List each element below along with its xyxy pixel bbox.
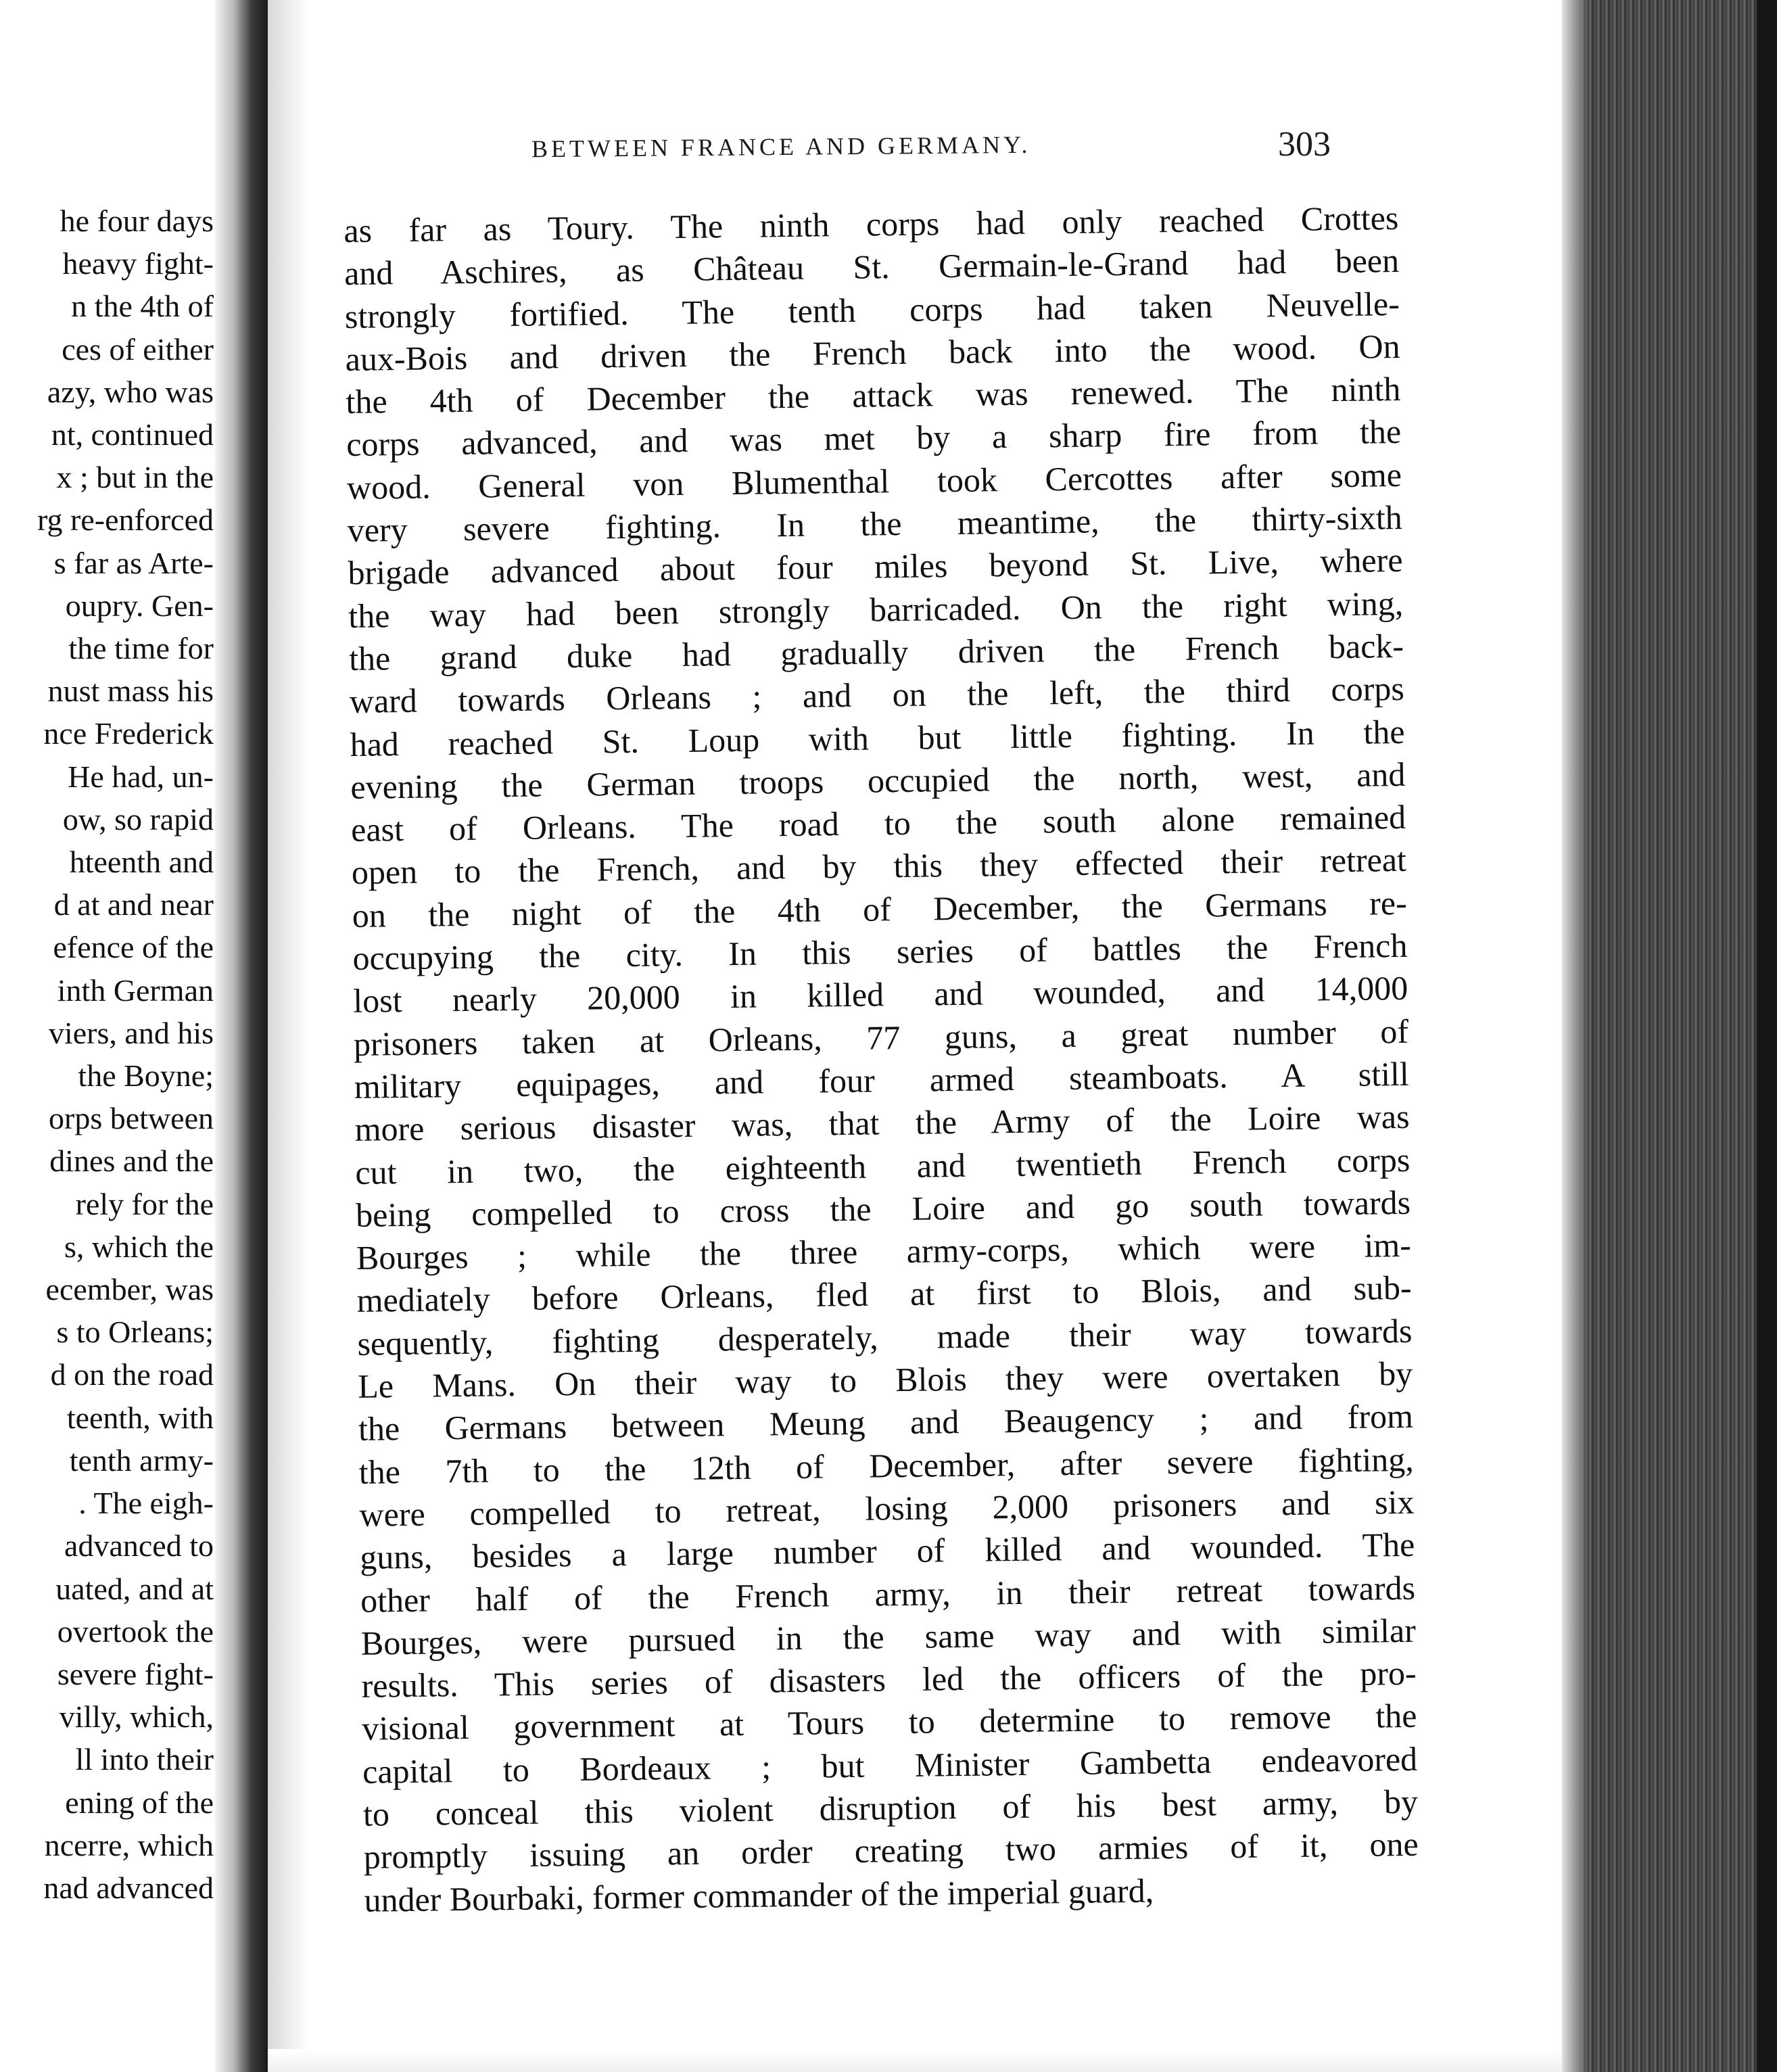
left-line: nad advanced xyxy=(43,1870,214,1905)
text-line: under Bourbaki, former commander of the imperial guard, xyxy=(364,1871,1154,1919)
left-line: severe fight- xyxy=(57,1656,214,1691)
text-line: military equipages, and four armed steamboats. A still xyxy=(354,1054,1410,1106)
text-line: the 7th to the 12th of December, after severe fighting, xyxy=(358,1440,1415,1491)
text-line: Bourges, were pursued in the same way and with similar xyxy=(360,1611,1417,1662)
text-line: were compelled to retreat, losing 2,000 prisoners and six xyxy=(359,1482,1415,1534)
left-line: azy, who was xyxy=(47,374,214,409)
left-line: villy, which, xyxy=(59,1699,214,1735)
left-line: dines and the xyxy=(49,1144,214,1179)
left-line: inth German xyxy=(57,972,214,1008)
text-line: brigade advanced about four miles beyond St. Live, where xyxy=(348,541,1403,592)
text-line: ward towards Orleans ; and on the left, the third corps xyxy=(349,669,1405,721)
text-line: prisoners taken at Orleans, 77 guns, a great number of xyxy=(353,1012,1409,1063)
running-head: BETWEEN FRANCE AND GERMANY. xyxy=(531,131,1031,163)
left-line: teenth, with xyxy=(66,1400,214,1435)
book-cover-edge xyxy=(1757,0,1777,2072)
text-line: visional government at Tours to determine to remove the xyxy=(362,1697,1417,1748)
left-line: d at and near xyxy=(53,887,214,922)
text-line: and Aschires, as Château St. Germain-le-Grand had been xyxy=(343,241,1400,293)
left-line: advanced to xyxy=(64,1528,214,1563)
left-line: s, which the xyxy=(64,1229,214,1264)
left-line: ow, so rapid xyxy=(62,801,214,837)
text-line: aux-Bois and driven the French back into the wood. On xyxy=(345,327,1400,378)
text-line: lost nearly 20,000 in killed and wounded, and 14,000 xyxy=(352,969,1408,1020)
text-line: very severe fighting. In the meantime, the thirty-sixth xyxy=(347,498,1403,550)
left-line: heavy fight- xyxy=(62,246,214,281)
page-bottom-shadow xyxy=(268,2049,1562,2072)
left-line: nt, continued xyxy=(51,417,214,452)
text-line: Le Mans. On their way to Blois they were overtaken by xyxy=(357,1354,1413,1405)
left-line: viers, and his xyxy=(48,1015,214,1050)
left-line: ces of either xyxy=(62,331,214,367)
left-line: ecember, was xyxy=(45,1272,214,1307)
book-spine-gutter xyxy=(215,0,268,2072)
left-line: efence of the xyxy=(53,930,214,965)
text-line: promptly issuing an order creating two armies of it, one xyxy=(363,1825,1419,1877)
left-line: orps between xyxy=(49,1101,214,1136)
page-body-text xyxy=(343,197,1419,1922)
left-facing-page xyxy=(0,0,215,2072)
text-line: results. This series of disasters led the officers of the pro- xyxy=(361,1653,1417,1705)
left-line: ening of the xyxy=(65,1785,214,1820)
left-line: He had, un- xyxy=(68,759,214,794)
text-line: corps advanced, and was met by a sharp fire from the xyxy=(346,413,1402,464)
left-line: the Boyne; xyxy=(78,1058,214,1093)
left-page-text xyxy=(37,199,214,1909)
left-line: rely for the xyxy=(75,1186,214,1221)
left-line: ll into their xyxy=(75,1742,214,1777)
text-line: the Germans between Meung and Beaugency ; and from xyxy=(358,1397,1414,1449)
left-line: s to Orleans; xyxy=(56,1315,214,1350)
text-line: the way had been strongly barricaded. On the right wing, xyxy=(348,584,1404,635)
gutter-shadow xyxy=(268,0,308,2072)
text-line: guns, besides a large number of killed and wounded. The xyxy=(360,1525,1415,1577)
left-line: nce Frederick xyxy=(43,716,214,751)
text-line: east of Orleans. The road to the south alone remained xyxy=(350,798,1406,849)
text-line: the 4th of December the attack was renewed. The ninth xyxy=(346,370,1401,421)
text-line: occupying the city. In this series of battles the French xyxy=(352,926,1408,977)
book-page-edges xyxy=(1562,0,1777,2072)
text-line: had reached St. Loup with but little fighting. In the xyxy=(350,712,1405,763)
left-line: n the 4th of xyxy=(71,289,214,324)
text-line: on the night of the 4th of December, the Germans re- xyxy=(352,883,1407,935)
text-line: strongly fortified. The tenth corps had taken Neuvelle- xyxy=(344,284,1400,335)
text-line: open to the French, and by this they effected their retreat xyxy=(351,841,1407,892)
left-line: oupry. Gen- xyxy=(65,588,214,623)
left-line: . The eigh- xyxy=(78,1486,214,1521)
text-line: evening the German troops occupied the north, west, and xyxy=(350,755,1406,806)
left-line: s far as Arte- xyxy=(53,545,214,580)
left-line: d on the road xyxy=(50,1357,214,1392)
left-line: x ; but in the xyxy=(56,460,214,495)
text-line: capital to Bordeaux ; but Minister Gambetta endeavored xyxy=(362,1739,1418,1791)
text-line: cut in two, the eighteenth and twentieth French corps xyxy=(355,1140,1411,1192)
text-line: sequently, fighting desperately, made their way towards xyxy=(357,1311,1413,1363)
text-line: other half of the French army, in their retreat towards xyxy=(360,1568,1416,1620)
main-page xyxy=(308,0,1562,2072)
text-line: wood. General von Blumenthal took Cercottes after some xyxy=(346,455,1402,507)
text-line: as far as Toury. The ninth corps had only reached Crottes xyxy=(343,198,1399,250)
text-line: mediately before Orleans, fled at first to Blois, and sub- xyxy=(356,1269,1412,1320)
page-number: 303 xyxy=(1278,125,1331,164)
left-line: he four days xyxy=(60,204,214,238)
left-line: uated, and at xyxy=(55,1571,214,1606)
text-line: being compelled to cross the Loire and go south towards xyxy=(355,1183,1411,1234)
left-line: ncerre, which xyxy=(44,1827,214,1862)
left-line: nust mass his xyxy=(47,674,214,709)
left-line: hteenth and xyxy=(69,845,214,880)
text-line: the grand duke had gradually driven the French back- xyxy=(348,626,1404,678)
left-line: rg re-enforced xyxy=(37,502,214,538)
left-line: tenth army- xyxy=(69,1442,214,1478)
text-line: to conceal this violent disruption of his best army, by xyxy=(362,1782,1419,1833)
left-line: overtook the xyxy=(57,1614,214,1649)
text-line: Bourges ; while the three army-corps, which were im- xyxy=(356,1225,1412,1277)
text-line: more serious disaster was, that the Army of the Loire was xyxy=(354,1098,1410,1149)
left-line: the time for xyxy=(68,631,214,666)
